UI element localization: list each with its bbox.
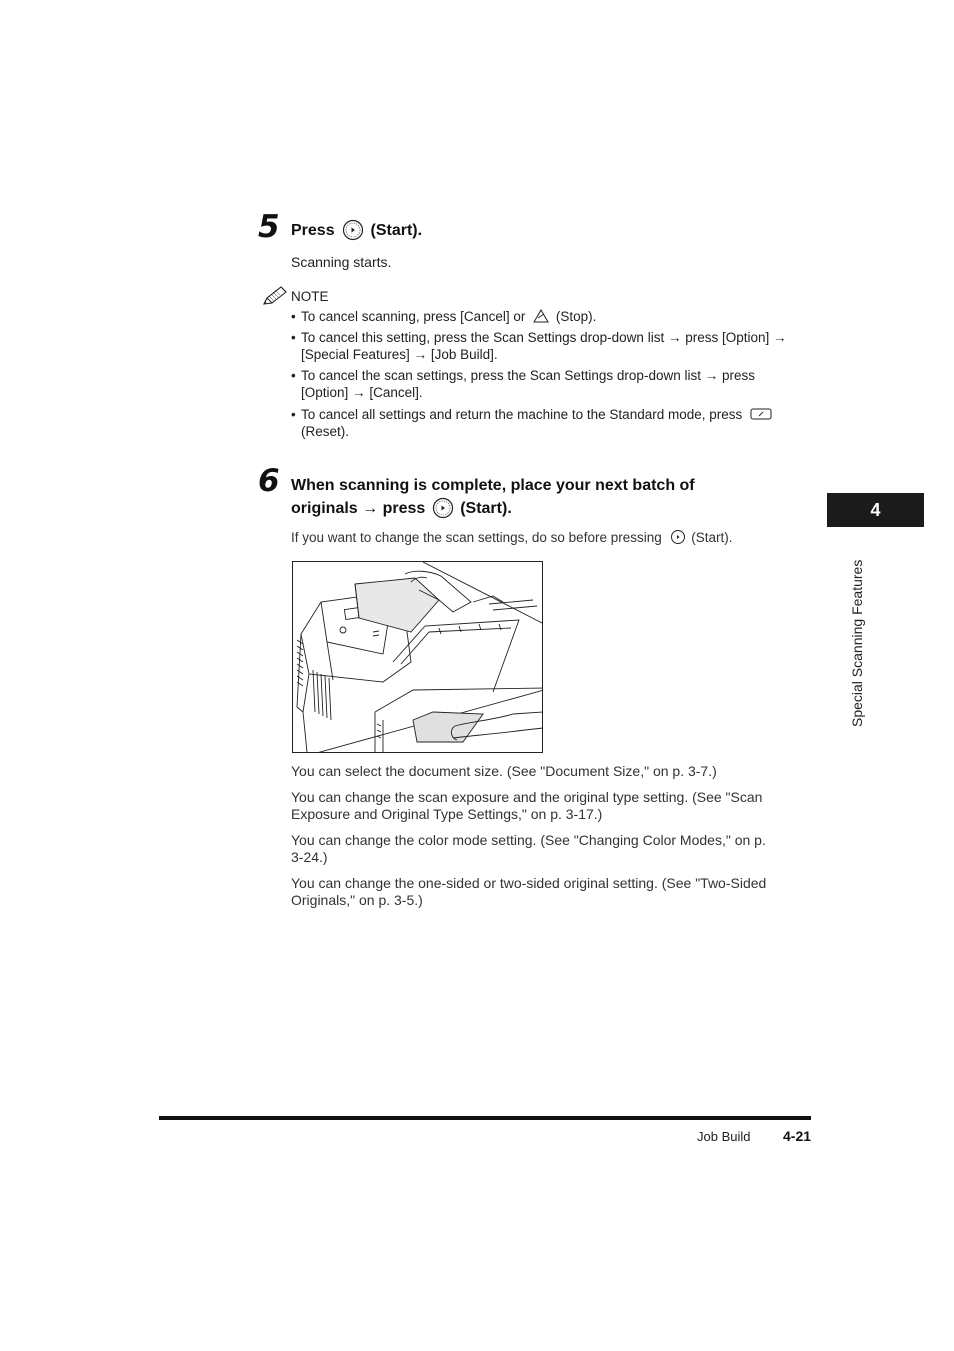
chapter-side-label: Special Scanning Features: [849, 559, 865, 727]
footer-section: Job Build: [697, 1129, 751, 1144]
note-item-1: • To cancel scanning, press [Cancel] or (Stop).: [291, 309, 597, 324]
step-5-subtext: Scanning starts.: [291, 254, 392, 270]
note-item-3-line2b: [Cancel].: [369, 385, 423, 400]
copier-drawing: [293, 562, 543, 753]
start-button-icon: [432, 497, 454, 519]
step-6-line2c: (Start).: [460, 500, 512, 518]
chapter-tab[interactable]: 4: [827, 493, 924, 527]
step-5-heading: [291, 219, 422, 243]
step-6-heading: [291, 474, 811, 521]
paragraph-1: You can select the document size. (See "Document Size," on p. 3-7.): [291, 763, 717, 779]
start-button-icon: [670, 529, 686, 545]
page-number: 4-21: [783, 1128, 812, 1144]
step-5-press: Press: [291, 222, 335, 240]
arrow-right-icon: →: [667, 330, 682, 345]
paragraph-3: You can change the color mode setting. (See "Changing Color Modes," on p. 3-24.): [291, 832, 766, 865]
note-item-1-text: To cancel scanning, press [Cancel] or: [301, 309, 526, 324]
step-6-line1: When scanning is complete, place your next batch of: [291, 477, 695, 494]
step-5-number: 5: [258, 209, 280, 245]
note-item-2: • To cancel this setting, press the Scan Settings drop-down list → press [Option] → [Special Features] → [Job Build].: [291, 330, 787, 362]
step-6-subtext: [291, 529, 733, 547]
note-item-2-line1: To cancel this setting, press the Scan Settings drop-down list: [301, 330, 665, 345]
stop-button-icon: [532, 308, 550, 324]
arrow-right-icon: →: [704, 368, 719, 383]
note-item-2-line2b: [Job Build].: [430, 347, 498, 362]
start-button-icon: [342, 219, 364, 241]
footer-rule: [159, 1116, 811, 1120]
note-item-4-line2: (Reset).: [301, 424, 350, 439]
step-5-start: (Start).: [370, 222, 423, 240]
note-item-4: • To cancel all settings and return the machine to the Standard mode, press (Reset).: [291, 406, 811, 440]
note-item-2-line2a: [Special Features]: [301, 347, 410, 362]
arrow-right-icon: →: [352, 385, 366, 400]
note-item-3-line1b: press: [722, 368, 756, 383]
note-item-3: • To cancel the scan settings, press the Scan Settings drop-down list → press [Option] → [Cancel].: [291, 368, 756, 400]
step-6-number: 6: [258, 463, 280, 499]
note-item-4-line1: To cancel all settings and return the machine to the Standard mode, press: [301, 407, 743, 422]
pencil-note-icon: [261, 285, 289, 307]
arrow-right-icon: →: [773, 330, 787, 345]
note-item-3-line1: To cancel the scan settings, press the Scan Settings drop-down list: [301, 368, 701, 383]
paragraph-2: You can change the scan exposure and the original type setting. (See "Scan Exposure and Original Type Settings," on p. 3-17.): [291, 789, 763, 822]
note-item-2-line1b: press [Option]: [685, 330, 770, 345]
step-6-subtext-b: (Start).: [691, 530, 733, 545]
note-item-1-stop: (Stop).: [555, 309, 597, 324]
reset-button-icon: [750, 408, 772, 420]
note-label: NOTE: [291, 289, 329, 304]
copier-illustration: [292, 561, 543, 753]
step-6-line2b: press: [382, 500, 426, 518]
note-item-3-line2a: [Option]: [301, 385, 349, 400]
arrow-right-icon: →: [362, 500, 379, 518]
arrow-right-icon: →: [413, 347, 428, 362]
step-6-subtext-a: If you want to change the scan settings, do so before pressing: [291, 530, 662, 545]
step-6-line2a: originals: [291, 500, 358, 518]
paragraph-4: You can change the one-sided or two-sided original setting. (See "Two-Sided Originals," on p. 3-5.): [291, 875, 767, 908]
